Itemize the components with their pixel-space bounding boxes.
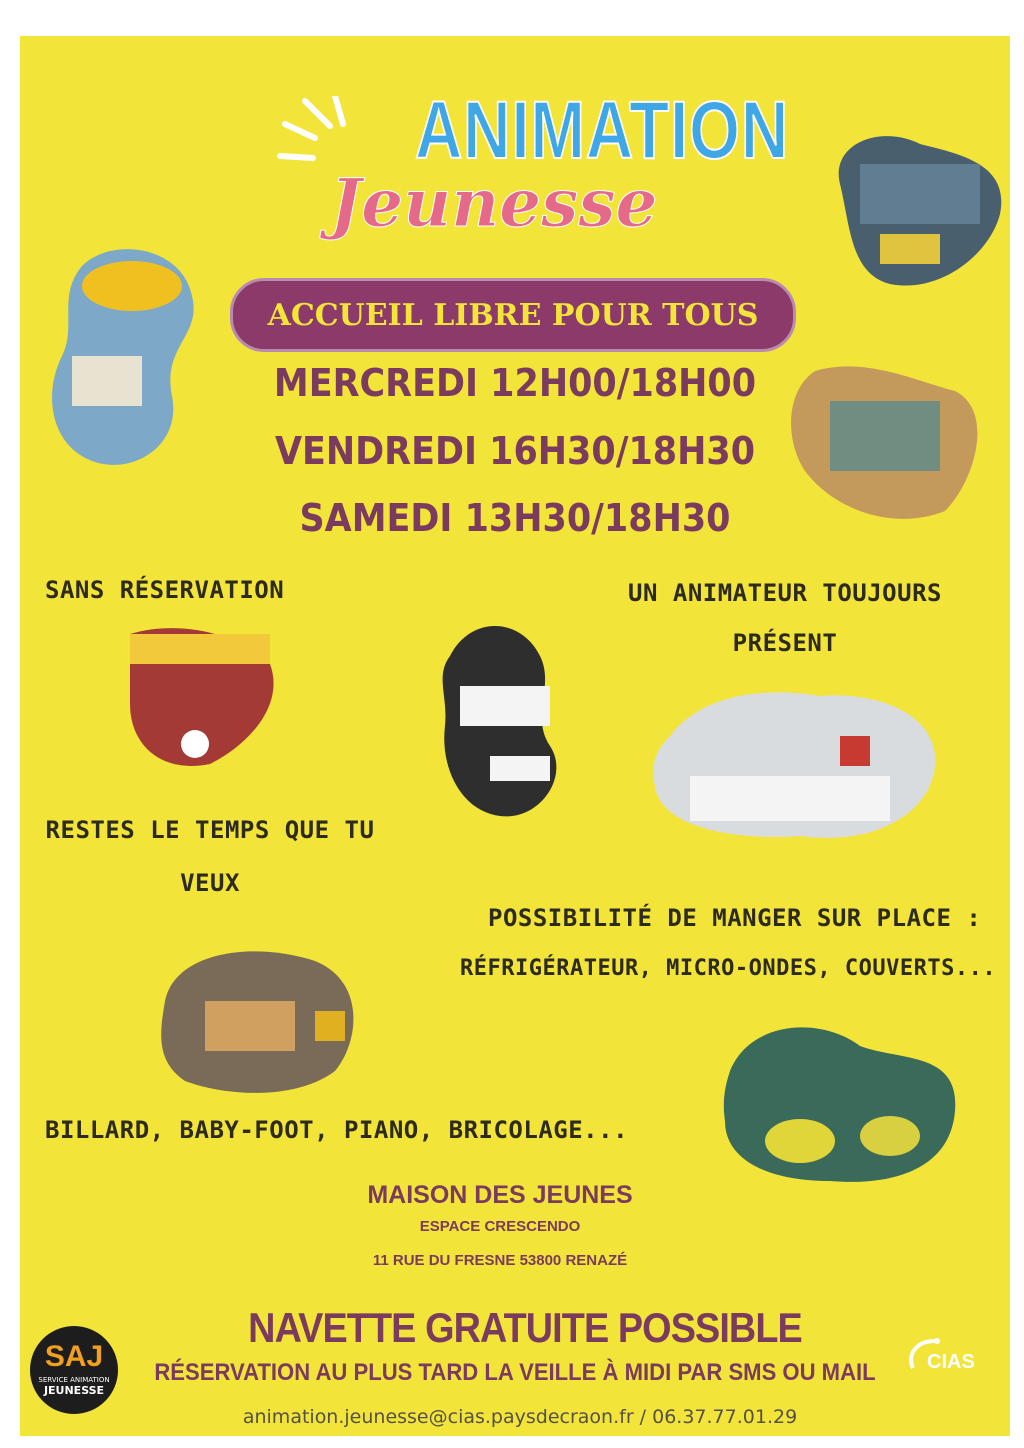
poster-subtitle: Jeunesse [330, 164, 658, 242]
photo-billard [120, 624, 280, 774]
photo-bricolage [155, 941, 365, 1101]
reservation-note: RÉSERVATION AU PLUS TARD LA VEILLE À MIDI PAR SMS OU MAIL [154, 1359, 876, 1386]
photo-piano [430, 616, 580, 826]
feature-manger-line2: RÉFRIGÉRATEUR, MICRO-ONDES, COUVERTS... [460, 956, 997, 981]
accueil-banner-label: ACCUEIL LIBRE POUR TOUS [267, 297, 759, 333]
accueil-banner [230, 278, 796, 352]
contact-info: animation.jeunesse@cias.paysdecraon.fr / 06.37.77.01.29 [242, 1406, 798, 1428]
feature-animateur-line2: PRÉSENT [732, 629, 838, 657]
feature-restes-line1: RESTES LE TEMPS QUE TU [45, 816, 375, 844]
feature-restes-line2: VEUX [180, 869, 240, 897]
photo-hallway-duck [42, 236, 212, 476]
cias-logo [905, 1331, 985, 1401]
sai-logo-line2: JEUNESSE [43, 1384, 105, 1397]
sai-logo-mark: SAJ [44, 1340, 104, 1373]
photo-salle-detente [710, 1021, 970, 1191]
cias-logo-label: CIAS [927, 1351, 975, 1373]
poster [20, 36, 1010, 1436]
address-street: 11 RUE DU FRESNE 53800 RENAZÉ [372, 1252, 628, 1269]
sai-logo-line1: SERVICE ANIMATION [38, 1376, 110, 1384]
navette-heading: NAVETTE GRATUITE POSSIBLE [248, 1304, 802, 1351]
schedule-vendredi: VENDREDI 16H30/18H30 [274, 429, 756, 473]
feature-activites: BILLARD, BABY-FOOT, PIANO, BRICOLAGE... [45, 1116, 629, 1144]
sai-logo [30, 1326, 118, 1414]
photo-group-table [820, 124, 1010, 294]
poster-title: ANIMATION [415, 85, 790, 176]
feature-animateur-line1: UN ANIMATEUR TOUJOURS [628, 579, 942, 607]
feature-sans-reservation: SANS RÉSERVATION [45, 576, 285, 604]
address-name: MAISON DES JEUNES [367, 1181, 633, 1209]
address-space: ESPACE CRESCENDO [419, 1218, 581, 1235]
schedule-mercredi: MERCREDI 12H00/18H00 [273, 361, 757, 405]
photo-kitchen [640, 686, 945, 846]
schedule-samedi: SAMEDI 13H30/18H30 [299, 496, 731, 540]
feature-manger-line1: POSSIBILITÉ DE MANGER SUR PLACE : [488, 904, 982, 932]
